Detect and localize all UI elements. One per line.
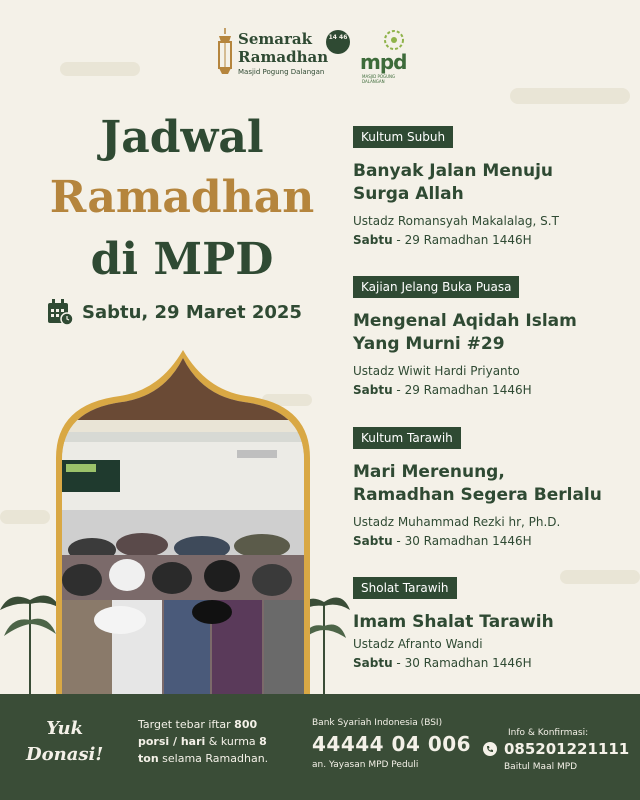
schedule-item [353,126,633,256]
semarak-line2: Ramadhan [238,48,329,66]
schedule-tag: Sholat Tarawih [353,577,457,599]
donasi-text: Donasi! [26,744,104,765]
donation-target: Target tebar iftar 800 porsi / hari & kurma 8 ton selama Ramadhan. [138,718,269,765]
semarak-line3: Masjid Pogung Dalangan [238,68,325,76]
info-label: Info & Konfirmasi: [508,728,589,738]
cloud-decoration [510,88,630,104]
schedule-date: Sabtu - 30 Ramadhan 1446H [353,656,532,670]
schedule-title: Yang Murni #29 [353,334,505,354]
lantern-icon [216,28,234,80]
mpd-logo-text: mpd [360,50,407,74]
schedule-date: Sabtu - 29 Ramadhan 1446H [353,383,532,397]
palm-leaf-left-icon [0,580,60,694]
schedule-item [353,427,633,557]
schedule-title: Imam Shalat Tarawih [353,612,554,632]
bank-name: Bank Syariah Indonesia (BSI) [312,718,443,728]
schedule-date: Sabtu - 30 Ramadhan 1446H [353,534,532,548]
event-date [46,298,302,326]
yuk-donasi-heading [26,716,103,768]
calendar-icon [46,298,74,326]
contact-owner: Baitul Maal MPD [504,762,578,772]
mpd-logo-sub: MASJID POGUNG DALANGAN [362,74,396,84]
mosque-photo [52,350,314,695]
cloud-decoration [0,510,50,524]
schedule-speaker: Ustadz Afranto Wandi [353,637,483,651]
title-line2: Ramadhan [49,172,315,223]
account-holder: an. Yayasan MPD Peduli [312,760,419,770]
yuk-text: Yuk [46,718,84,739]
contact-phone[interactable]: 085201221111 [504,740,630,758]
cloud-decoration [60,62,140,76]
year-badge: 14 46 [326,30,350,54]
schedule-item [353,276,633,406]
schedule-speaker: Ustadz Muhammad Rezki hr, Ph.D. [353,515,561,529]
schedule-title: Mari Merenung, [353,462,505,482]
title-line1: Jadwal [100,112,264,163]
schedule-title: Surga Allah [353,184,464,204]
schedule-item [353,577,633,677]
schedule-tag: Kajian Jelang Buka Puasa [353,276,519,298]
semarak-line1: Semarak [238,30,312,48]
account-number[interactable]: 44444 04 006 [312,732,472,756]
title-line3: di MPD [90,234,274,285]
schedule-title: Ramadhan Segera Berlalu [353,485,602,505]
semarak-ramadhan-logo [216,28,356,84]
donation-footer [0,694,640,800]
schedule-date: Sabtu - 29 Ramadhan 1446H [353,233,532,247]
mpd-logo [360,26,420,86]
schedule-speaker: Ustadz Wiwit Hardi Priyanto [353,364,520,378]
schedule-title: Mengenal Aqidah Islam [353,311,577,331]
event-date-text: Sabtu, 29 Maret 2025 [82,301,302,323]
schedule-tag: Kultum Subuh [353,126,453,148]
schedule-tag: Kultum Tarawih [353,427,461,449]
schedule-speaker: Ustadz Romansyah Makalalag, S.T [353,214,559,228]
schedule-title: Banyak Jalan Menuju [353,161,554,181]
whatsapp-icon [482,741,498,757]
